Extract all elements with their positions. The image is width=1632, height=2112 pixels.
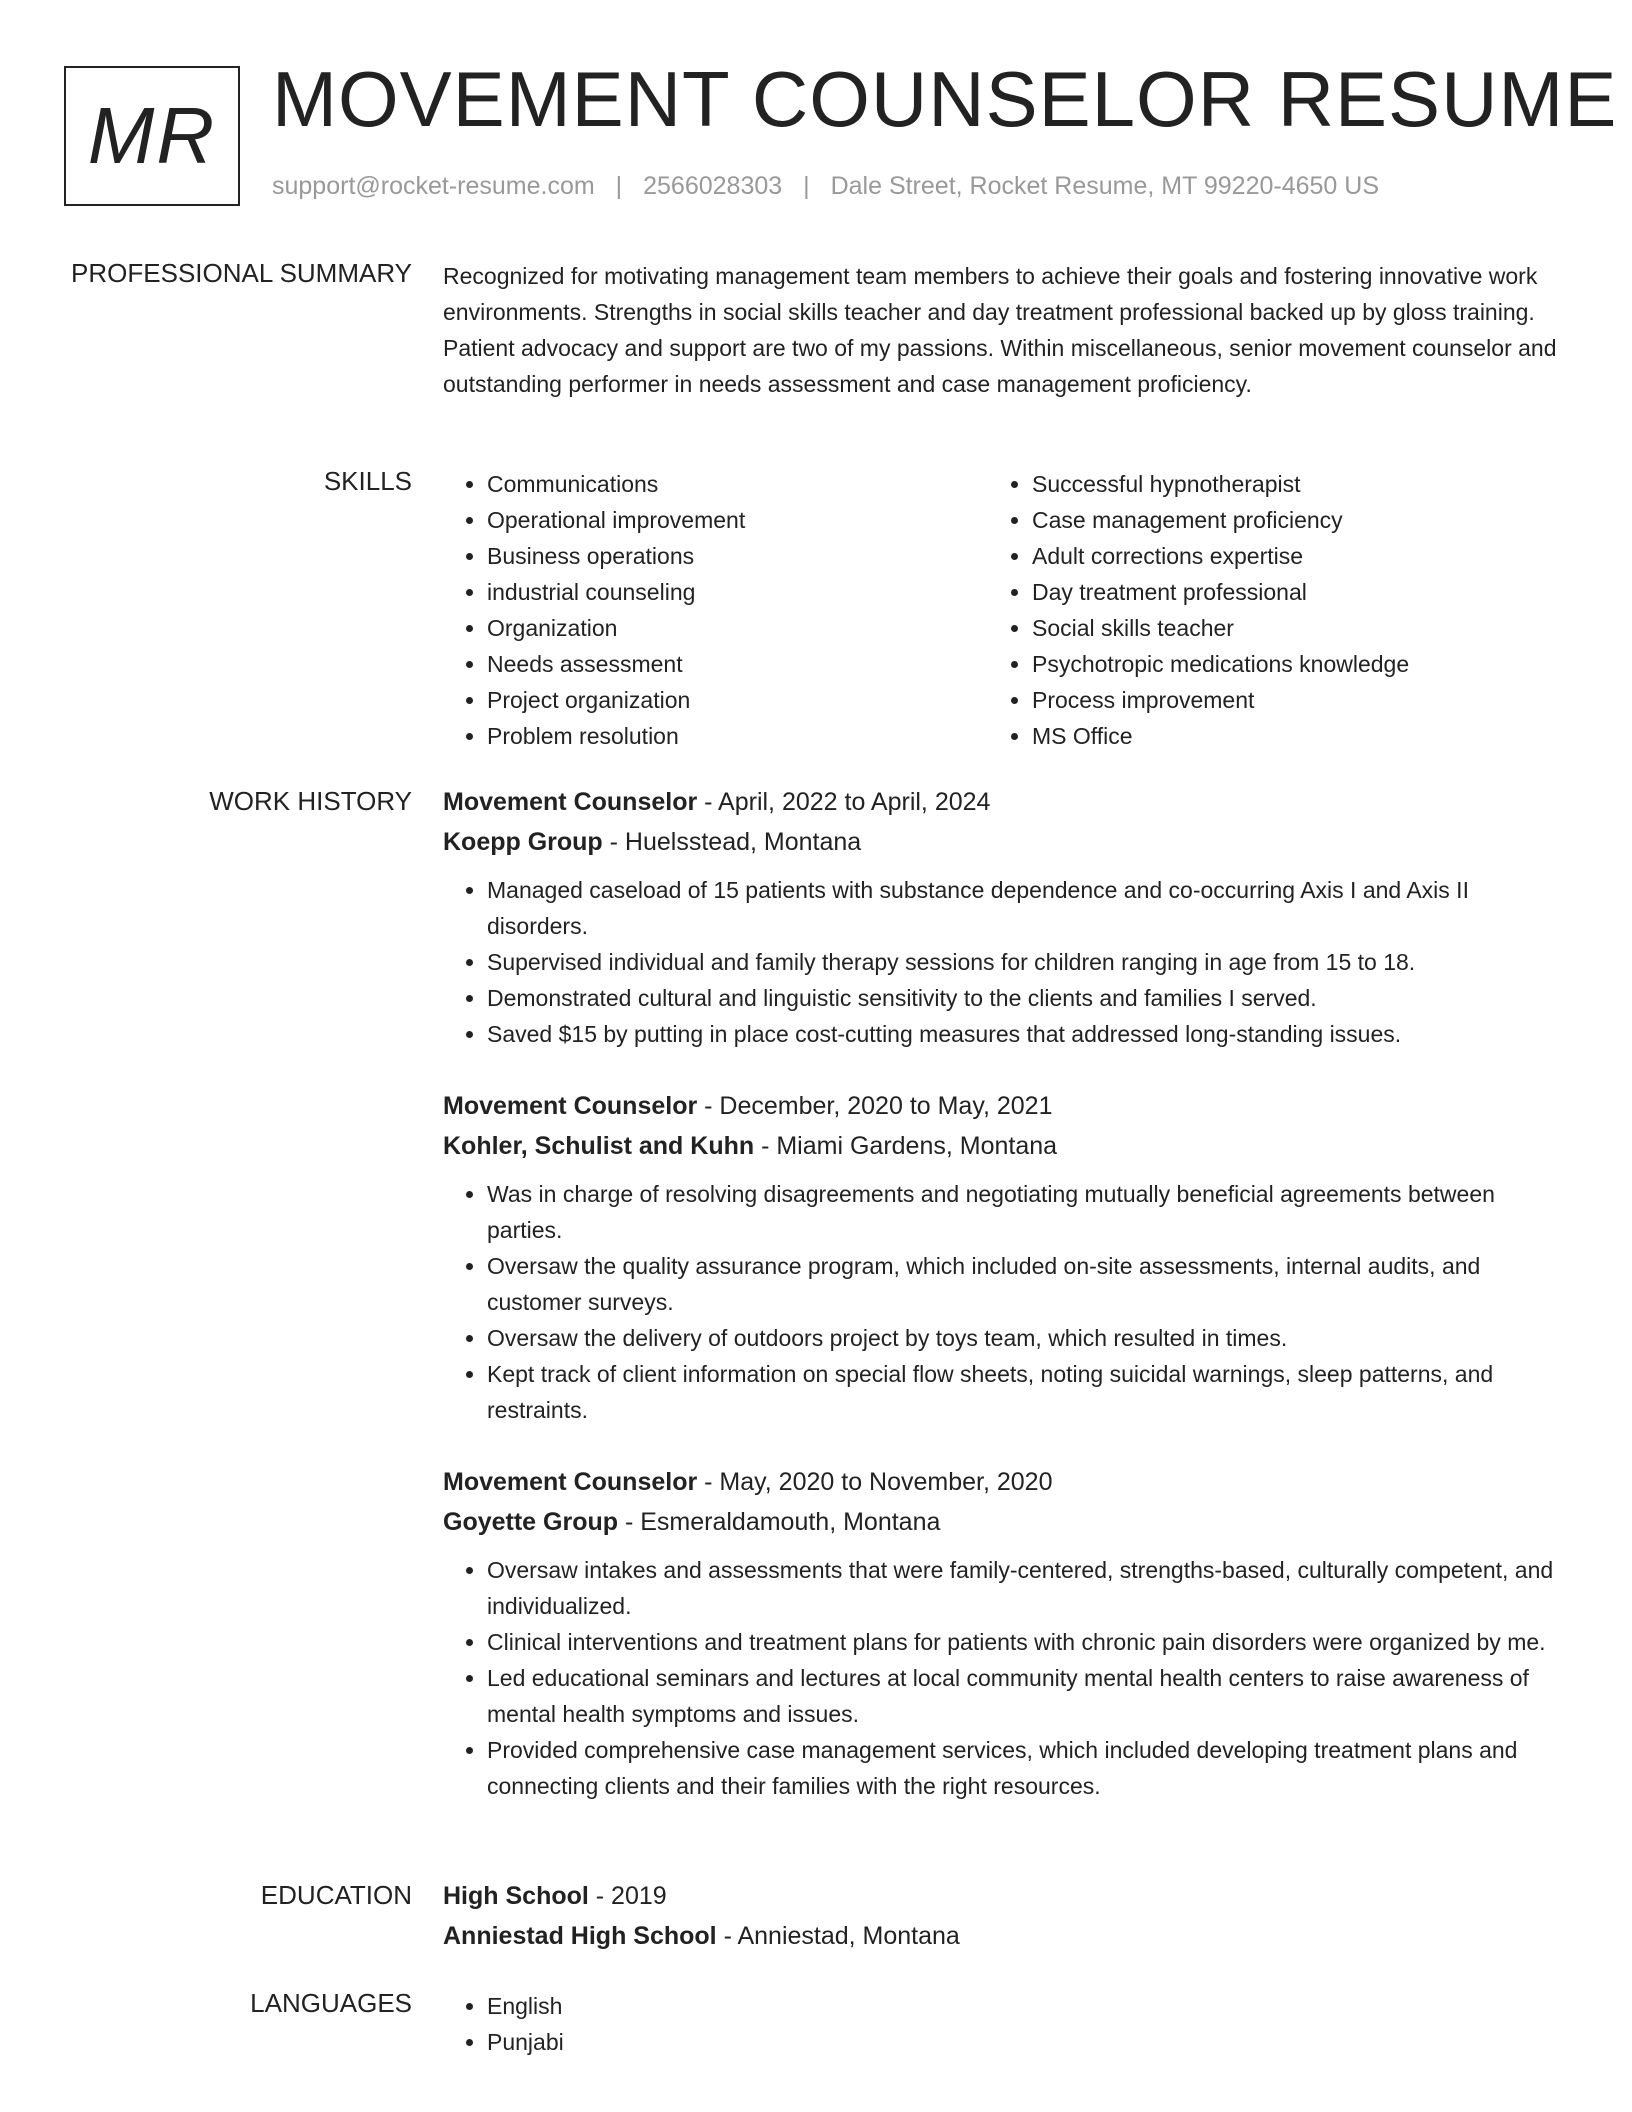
job-entry xyxy=(443,1462,1563,1804)
skills-columns xyxy=(443,466,1563,754)
resume-title: MOVEMENT COUNSELOR RESUME xyxy=(272,55,1618,143)
education-school: Anniestad High School xyxy=(443,1922,717,1950)
contact-address: Dale Street, Rocket Resume, MT 99220-4650 US xyxy=(830,172,1379,200)
job-bullet: • Demonstrated cultural and linguistic sensitivity to the clients and families I served. xyxy=(487,980,1563,1016)
summary-text: Recognized for motivating management team members to achieve their goals and fostering innovative work environments. Strengths in social skills teacher and day treatment professional backed up by gloss training. Patient advocacy and support are two of my passions. Within miscellaneous, senior movement counselor and outstanding performer in needs assessment and case management proficiency. xyxy=(443,263,1557,397)
education-degree-line xyxy=(443,1876,1563,1916)
job-location: - Esmeraldamouth, Montana xyxy=(618,1508,941,1536)
job-company: Goyette Group xyxy=(443,1508,619,1536)
summary-content xyxy=(443,258,1563,402)
job-company-line xyxy=(443,1502,1563,1542)
languages-list xyxy=(443,1988,1563,2060)
summary-label: PROFESSIONAL SUMMARY xyxy=(71,258,412,288)
education-location: - Anniestad, Montana xyxy=(716,1922,960,1950)
job-bullet: • Saved $15 by putting in place cost-cutting measures that addressed long-standing issues. xyxy=(487,1016,1563,1052)
skill-item: • Social skills teacher xyxy=(1032,610,1533,646)
contact-separator: | xyxy=(803,172,810,200)
job-entry xyxy=(443,1086,1563,1428)
job-bullet: • Provided comprehensive case management services, which included developing treatment plans and connecting clients and their families with the right resources. xyxy=(487,1732,1563,1804)
skill-item: • Communications xyxy=(487,466,988,502)
skill-item: • Adult corrections expertise xyxy=(1032,538,1533,574)
languages-content xyxy=(443,1988,1563,2060)
skill-item: • industrial counseling xyxy=(487,574,988,610)
job-company-line xyxy=(443,1126,1563,1166)
job-dates: - May, 2020 to November, 2020 xyxy=(697,1468,1053,1496)
job-entry xyxy=(443,782,1563,1052)
skill-item: • Case management proficiency xyxy=(1032,502,1533,538)
education-label: EDUCATION xyxy=(260,1880,412,1910)
job-bullet: • Kept track of client information on special flow sheets, noting suicidal warnings, sleep patterns, and restraints. xyxy=(487,1356,1563,1428)
language-item: • Punjabi xyxy=(487,2024,1563,2060)
skill-item: • Organization xyxy=(487,610,988,646)
job-company: Koepp Group xyxy=(443,828,603,856)
skill-item: • Project organization xyxy=(487,682,988,718)
job-bullet: • Oversaw the delivery of outdoors project by toys team, which resulted in times. xyxy=(487,1320,1563,1356)
job-bullet: • Clinical interventions and treatment plans for patients with chronic pain disorders were organized by me. xyxy=(487,1624,1563,1660)
job-bullet: • Was in charge of resolving disagreements and negotiating mutually beneficial agreements between parties. xyxy=(487,1176,1563,1248)
job-bullet: • Supervised individual and family therapy sessions for children ranging in age from 15 to 18. xyxy=(487,944,1563,980)
job-title-line xyxy=(443,1086,1563,1126)
job-title-line xyxy=(443,1462,1563,1502)
monogram-logo: MR xyxy=(64,66,240,206)
job-title: Movement Counselor xyxy=(443,788,698,816)
skill-item: • Successful hypnotherapist xyxy=(1032,466,1533,502)
job-bullet: • Led educational seminars and lectures at local community mental health centers to raise awareness of mental health symptoms and issues. xyxy=(487,1660,1563,1732)
job-title-line xyxy=(443,782,1563,822)
job-bullet: • Oversaw the quality assurance program, which included on-site assessments, internal audits, and customer surveys. xyxy=(487,1248,1563,1320)
education-year: - 2019 xyxy=(588,1882,667,1910)
skill-item: • Day treatment professional xyxy=(1032,574,1533,610)
work-label: WORK HISTORY xyxy=(209,786,412,816)
education-content xyxy=(443,1876,1563,1956)
job-dates: - December, 2020 to May, 2021 xyxy=(697,1092,1053,1120)
job-company-line xyxy=(443,822,1563,862)
skills-label: SKILLS xyxy=(323,466,412,496)
job-company: Kohler, Schulist and Kuhn xyxy=(443,1132,755,1160)
contact-line xyxy=(272,172,1379,201)
contact-email: support@rocket-resume.com xyxy=(272,172,595,200)
job-bullets xyxy=(443,1176,1563,1428)
skill-item: • Needs assessment xyxy=(487,646,988,682)
skill-item: • Process improvement xyxy=(1032,682,1533,718)
language-item: • English xyxy=(487,1988,1563,2024)
job-location: - Miami Gardens, Montana xyxy=(754,1132,1058,1160)
skill-item: • MS Office xyxy=(1032,718,1533,754)
job-location: - Huelsstead, Montana xyxy=(602,828,862,856)
job-dates: - April, 2022 to April, 2024 xyxy=(697,788,991,816)
job-bullet: • Oversaw intakes and assessments that were family-centered, strengths-based, culturally competent, and individualized. xyxy=(487,1552,1563,1624)
skill-item: • Business operations xyxy=(487,538,988,574)
skill-item: • Psychotropic medications knowledge xyxy=(1032,646,1533,682)
contact-separator: | xyxy=(615,172,623,200)
education-degree: High School xyxy=(443,1882,589,1910)
skills-list-left xyxy=(443,466,988,754)
skills-content xyxy=(443,466,1563,754)
job-title: Movement Counselor xyxy=(443,1468,698,1496)
contact-phone: 2566028303 xyxy=(643,172,783,200)
education-school-line xyxy=(443,1916,1563,1956)
job-bullets xyxy=(443,872,1563,1052)
job-title: Movement Counselor xyxy=(443,1092,698,1120)
skill-item: • Operational improvement xyxy=(487,502,988,538)
languages-label: LANGUAGES xyxy=(250,1988,412,2018)
job-bullet: • Managed caseload of 15 patients with substance dependence and co-occurring Axis I and Axis II disorders. xyxy=(487,872,1563,944)
skill-item: • Problem resolution xyxy=(487,718,988,754)
work-content xyxy=(443,782,1563,1838)
skills-list-right xyxy=(988,466,1533,754)
job-bullets xyxy=(443,1552,1563,1804)
